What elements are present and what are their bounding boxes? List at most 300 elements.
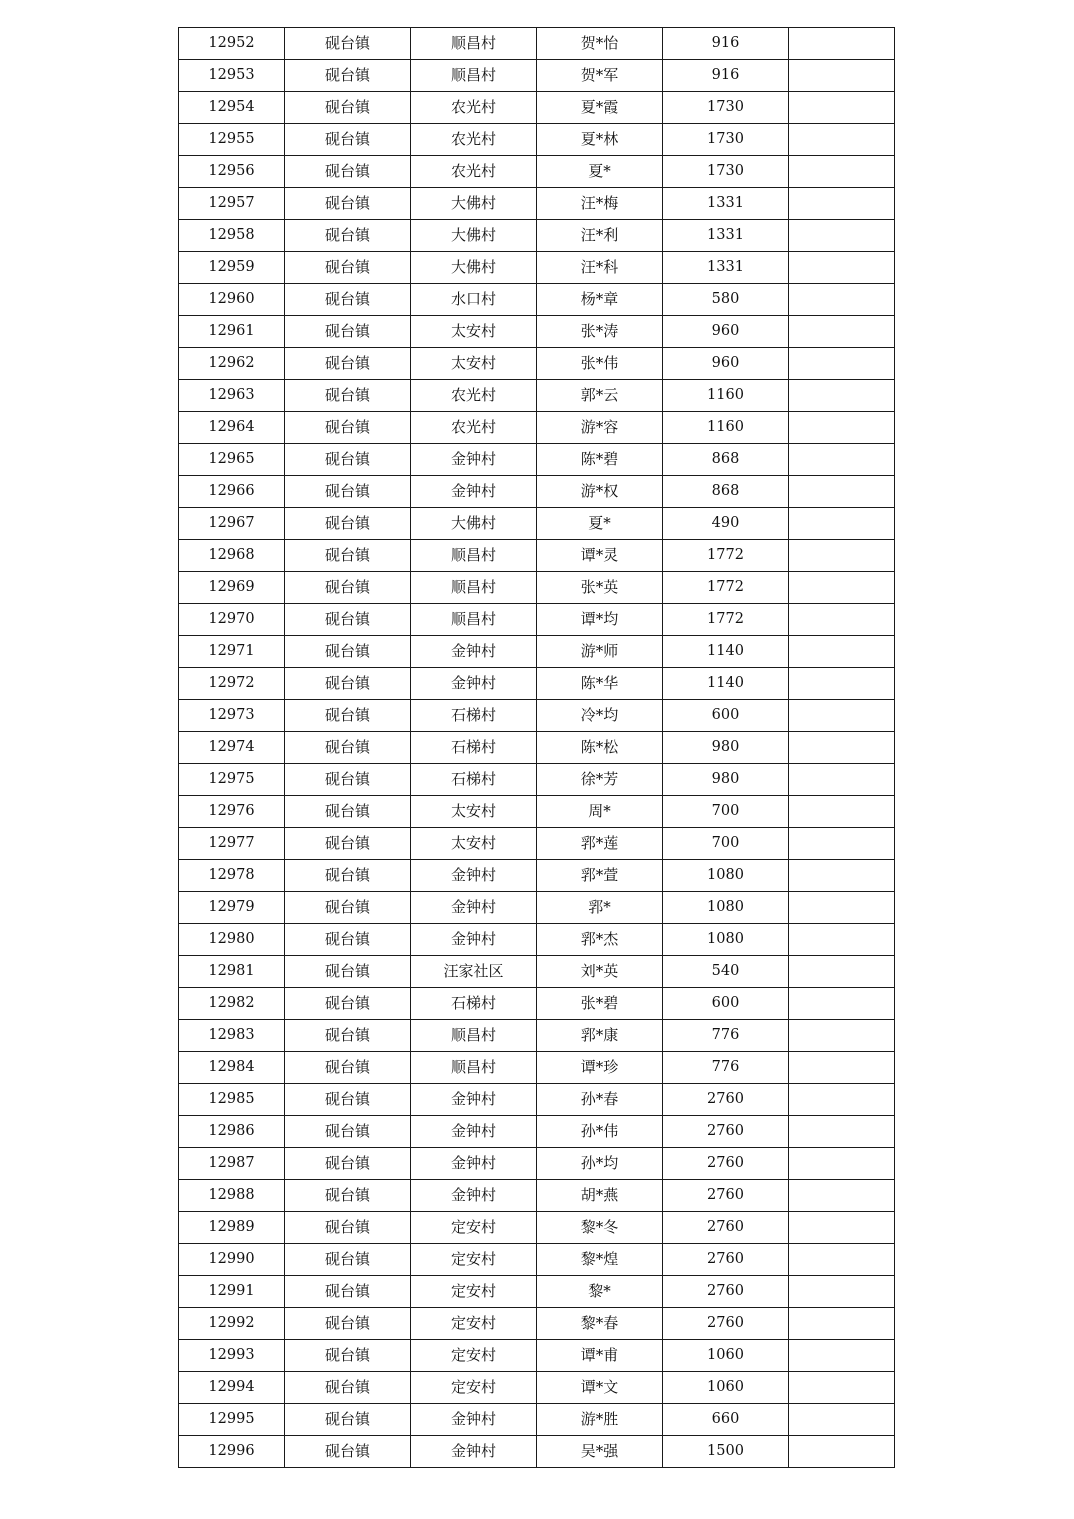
table-row (179, 604, 895, 636)
amount-cell: 2760 (663, 1148, 789, 1180)
town-cell: 砚台镇 (285, 764, 411, 796)
remark-cell (789, 988, 895, 1020)
table-row (179, 124, 895, 156)
amount-cell: 916 (663, 28, 789, 60)
serial-number-cell: 12970 (179, 604, 285, 636)
village-cell: 太安村 (411, 348, 537, 380)
remark-cell (789, 476, 895, 508)
name-cell: 郛*康 (537, 1020, 663, 1052)
amount-cell: 490 (663, 508, 789, 540)
remark-cell (789, 956, 895, 988)
amount-cell: 1080 (663, 924, 789, 956)
name-cell: 郭*云 (537, 380, 663, 412)
town-cell: 砚台镇 (285, 924, 411, 956)
amount-cell: 1080 (663, 892, 789, 924)
town-cell: 砚台镇 (285, 828, 411, 860)
serial-number-cell: 12996 (179, 1436, 285, 1468)
remark-cell (789, 700, 895, 732)
town-cell: 砚台镇 (285, 508, 411, 540)
amount-cell: 916 (663, 60, 789, 92)
table-row (179, 828, 895, 860)
town-cell: 砚台镇 (285, 796, 411, 828)
remark-cell (789, 572, 895, 604)
name-cell: 吴*强 (537, 1436, 663, 1468)
remark-cell (789, 1340, 895, 1372)
amount-cell: 980 (663, 732, 789, 764)
remark-cell (789, 1052, 895, 1084)
serial-number-cell: 12982 (179, 988, 285, 1020)
town-cell: 砚台镇 (285, 1372, 411, 1404)
serial-number-cell: 12994 (179, 1372, 285, 1404)
remark-cell (789, 220, 895, 252)
amount-cell: 1060 (663, 1340, 789, 1372)
name-cell: 夏*林 (537, 124, 663, 156)
village-cell: 定安村 (411, 1372, 537, 1404)
town-cell: 砚台镇 (285, 28, 411, 60)
town-cell: 砚台镇 (285, 92, 411, 124)
remark-cell (789, 540, 895, 572)
name-cell: 黎* (537, 1276, 663, 1308)
table-row (179, 156, 895, 188)
amount-cell: 960 (663, 316, 789, 348)
table-row (179, 348, 895, 380)
table-row (179, 892, 895, 924)
remark-cell (789, 60, 895, 92)
serial-number-cell: 12985 (179, 1084, 285, 1116)
table-row (179, 1212, 895, 1244)
town-cell: 砚台镇 (285, 956, 411, 988)
village-cell: 大佛村 (411, 188, 537, 220)
table-row (179, 1084, 895, 1116)
table-row (179, 316, 895, 348)
table-row (179, 1116, 895, 1148)
remark-cell (789, 348, 895, 380)
town-cell: 砚台镇 (285, 252, 411, 284)
village-cell: 金钟村 (411, 1180, 537, 1212)
village-cell: 金钟村 (411, 636, 537, 668)
table-row (179, 1404, 895, 1436)
remark-cell (789, 732, 895, 764)
town-cell: 砚台镇 (285, 1084, 411, 1116)
village-cell: 金钟村 (411, 1148, 537, 1180)
town-cell: 砚台镇 (285, 444, 411, 476)
town-cell: 砚台镇 (285, 156, 411, 188)
table-row (179, 668, 895, 700)
table-row (179, 1148, 895, 1180)
serial-number-cell: 12977 (179, 828, 285, 860)
table-row (179, 636, 895, 668)
remark-cell (789, 1084, 895, 1116)
remark-cell (789, 92, 895, 124)
name-cell: 刘*英 (537, 956, 663, 988)
name-cell: 游*权 (537, 476, 663, 508)
table-row (179, 860, 895, 892)
amount-cell: 700 (663, 828, 789, 860)
name-cell: 孙*均 (537, 1148, 663, 1180)
town-cell: 砚台镇 (285, 476, 411, 508)
name-cell: 徐*芳 (537, 764, 663, 796)
remark-cell (789, 860, 895, 892)
town-cell: 砚台镇 (285, 1020, 411, 1052)
town-cell: 砚台镇 (285, 1212, 411, 1244)
amount-cell: 2760 (663, 1180, 789, 1212)
village-cell: 石梯村 (411, 700, 537, 732)
name-cell: 游*胜 (537, 1404, 663, 1436)
amount-cell: 2760 (663, 1244, 789, 1276)
village-cell: 顺昌村 (411, 60, 537, 92)
table-row (179, 988, 895, 1020)
town-cell: 砚台镇 (285, 636, 411, 668)
village-cell: 金钟村 (411, 1084, 537, 1116)
serial-number-cell: 12958 (179, 220, 285, 252)
remark-cell (789, 284, 895, 316)
table-row (179, 476, 895, 508)
table-row (179, 188, 895, 220)
amount-cell: 980 (663, 764, 789, 796)
town-cell: 砚台镇 (285, 188, 411, 220)
name-cell: 游*容 (537, 412, 663, 444)
town-cell: 砚台镇 (285, 316, 411, 348)
village-cell: 定安村 (411, 1244, 537, 1276)
village-cell: 金钟村 (411, 860, 537, 892)
serial-number-cell: 12963 (179, 380, 285, 412)
amount-cell: 776 (663, 1052, 789, 1084)
table-row (179, 1372, 895, 1404)
remark-cell (789, 668, 895, 700)
town-cell: 砚台镇 (285, 700, 411, 732)
table-row (179, 924, 895, 956)
name-cell: 郛* (537, 892, 663, 924)
table-row (179, 508, 895, 540)
name-cell: 冷*均 (537, 700, 663, 732)
village-cell: 金钟村 (411, 1116, 537, 1148)
serial-number-cell: 12979 (179, 892, 285, 924)
remark-cell (789, 1436, 895, 1468)
table-row (179, 380, 895, 412)
village-cell: 定安村 (411, 1308, 537, 1340)
village-cell: 定安村 (411, 1340, 537, 1372)
amount-cell: 2760 (663, 1308, 789, 1340)
document-page (178, 27, 894, 1468)
table-row (179, 1308, 895, 1340)
amount-cell: 960 (663, 348, 789, 380)
amount-cell: 540 (663, 956, 789, 988)
name-cell: 张*英 (537, 572, 663, 604)
serial-number-cell: 12962 (179, 348, 285, 380)
amount-cell: 1730 (663, 156, 789, 188)
serial-number-cell: 12991 (179, 1276, 285, 1308)
table-row (179, 1436, 895, 1468)
village-cell: 石梯村 (411, 732, 537, 764)
village-cell: 农光村 (411, 412, 537, 444)
remark-cell (789, 636, 895, 668)
name-cell: 陈*松 (537, 732, 663, 764)
amount-cell: 1060 (663, 1372, 789, 1404)
name-cell: 黎*煌 (537, 1244, 663, 1276)
table-row (179, 1340, 895, 1372)
town-cell: 砚台镇 (285, 860, 411, 892)
amount-cell: 1730 (663, 92, 789, 124)
serial-number-cell: 12959 (179, 252, 285, 284)
serial-number-cell: 12964 (179, 412, 285, 444)
name-cell: 汪*梅 (537, 188, 663, 220)
amount-cell: 1080 (663, 860, 789, 892)
remark-cell (789, 1308, 895, 1340)
amount-cell: 580 (663, 284, 789, 316)
amount-cell: 2760 (663, 1212, 789, 1244)
table-row (179, 796, 895, 828)
remark-cell (789, 1212, 895, 1244)
village-cell: 大佛村 (411, 508, 537, 540)
table-row (179, 700, 895, 732)
amount-cell: 868 (663, 476, 789, 508)
name-cell: 张*伟 (537, 348, 663, 380)
serial-number-cell: 12956 (179, 156, 285, 188)
name-cell: 郛*莲 (537, 828, 663, 860)
serial-number-cell: 12971 (179, 636, 285, 668)
town-cell: 砚台镇 (285, 1116, 411, 1148)
serial-number-cell: 12984 (179, 1052, 285, 1084)
amount-cell: 1500 (663, 1436, 789, 1468)
remark-cell (789, 924, 895, 956)
village-cell: 顺昌村 (411, 572, 537, 604)
town-cell: 砚台镇 (285, 572, 411, 604)
village-cell: 顺昌村 (411, 540, 537, 572)
serial-number-cell: 12968 (179, 540, 285, 572)
serial-number-cell: 12957 (179, 188, 285, 220)
village-cell: 水口村 (411, 284, 537, 316)
serial-number-cell: 12965 (179, 444, 285, 476)
name-cell: 胡*燕 (537, 1180, 663, 1212)
table-row (179, 732, 895, 764)
table-row (179, 572, 895, 604)
remark-cell (789, 1180, 895, 1212)
town-cell: 砚台镇 (285, 124, 411, 156)
remark-cell (789, 1244, 895, 1276)
village-cell: 金钟村 (411, 1404, 537, 1436)
town-cell: 砚台镇 (285, 284, 411, 316)
village-cell: 金钟村 (411, 476, 537, 508)
name-cell: 周* (537, 796, 663, 828)
amount-cell: 2760 (663, 1116, 789, 1148)
village-cell: 太安村 (411, 828, 537, 860)
data-table (178, 27, 895, 1468)
serial-number-cell: 12993 (179, 1340, 285, 1372)
serial-number-cell: 12975 (179, 764, 285, 796)
village-cell: 金钟村 (411, 668, 537, 700)
amount-cell: 2760 (663, 1276, 789, 1308)
name-cell: 杨*章 (537, 284, 663, 316)
remark-cell (789, 1148, 895, 1180)
table-row (179, 220, 895, 252)
serial-number-cell: 12988 (179, 1180, 285, 1212)
amount-cell: 1730 (663, 124, 789, 156)
town-cell: 砚台镇 (285, 1404, 411, 1436)
village-cell: 顺昌村 (411, 1052, 537, 1084)
remark-cell (789, 1276, 895, 1308)
amount-cell: 700 (663, 796, 789, 828)
village-cell: 农光村 (411, 92, 537, 124)
serial-number-cell: 12961 (179, 316, 285, 348)
name-cell: 谭*甫 (537, 1340, 663, 1372)
remark-cell (789, 828, 895, 860)
town-cell: 砚台镇 (285, 1244, 411, 1276)
amount-cell: 1160 (663, 412, 789, 444)
remark-cell (789, 892, 895, 924)
name-cell: 孙*春 (537, 1084, 663, 1116)
name-cell: 贺*怡 (537, 28, 663, 60)
table-row (179, 1180, 895, 1212)
amount-cell: 1140 (663, 668, 789, 700)
town-cell: 砚台镇 (285, 1180, 411, 1212)
table-row (179, 764, 895, 796)
serial-number-cell: 12967 (179, 508, 285, 540)
table-row (179, 60, 895, 92)
remark-cell (789, 604, 895, 636)
remark-cell (789, 412, 895, 444)
amount-cell: 1331 (663, 188, 789, 220)
town-cell: 砚台镇 (285, 220, 411, 252)
village-cell: 石梯村 (411, 764, 537, 796)
name-cell: 夏*霞 (537, 92, 663, 124)
village-cell: 金钟村 (411, 924, 537, 956)
town-cell: 砚台镇 (285, 348, 411, 380)
remark-cell (789, 1372, 895, 1404)
amount-cell: 776 (663, 1020, 789, 1052)
village-cell: 农光村 (411, 380, 537, 412)
town-cell: 砚台镇 (285, 732, 411, 764)
town-cell: 砚台镇 (285, 540, 411, 572)
village-cell: 大佛村 (411, 252, 537, 284)
table-row (179, 1052, 895, 1084)
amount-cell: 1772 (663, 572, 789, 604)
table-row (179, 956, 895, 988)
town-cell: 砚台镇 (285, 1052, 411, 1084)
serial-number-cell: 12960 (179, 284, 285, 316)
village-cell: 金钟村 (411, 1436, 537, 1468)
village-cell: 石梯村 (411, 988, 537, 1020)
amount-cell: 2760 (663, 1084, 789, 1116)
serial-number-cell: 12955 (179, 124, 285, 156)
name-cell: 张*碧 (537, 988, 663, 1020)
serial-number-cell: 12990 (179, 1244, 285, 1276)
serial-number-cell: 12992 (179, 1308, 285, 1340)
remark-cell (789, 316, 895, 348)
name-cell: 汪*科 (537, 252, 663, 284)
table-row (179, 540, 895, 572)
serial-number-cell: 12966 (179, 476, 285, 508)
village-cell: 定安村 (411, 1212, 537, 1244)
town-cell: 砚台镇 (285, 380, 411, 412)
town-cell: 砚台镇 (285, 1148, 411, 1180)
serial-number-cell: 12976 (179, 796, 285, 828)
amount-cell: 1772 (663, 540, 789, 572)
remark-cell (789, 1404, 895, 1436)
table-row (179, 1244, 895, 1276)
remark-cell (789, 380, 895, 412)
table-row (179, 1020, 895, 1052)
serial-number-cell: 12978 (179, 860, 285, 892)
village-cell: 金钟村 (411, 444, 537, 476)
village-cell: 农光村 (411, 124, 537, 156)
town-cell: 砚台镇 (285, 1340, 411, 1372)
amount-cell: 1331 (663, 252, 789, 284)
remark-cell (789, 764, 895, 796)
serial-number-cell: 12952 (179, 28, 285, 60)
table-row (179, 444, 895, 476)
remark-cell (789, 156, 895, 188)
amount-cell: 600 (663, 700, 789, 732)
remark-cell (789, 188, 895, 220)
serial-number-cell: 12995 (179, 1404, 285, 1436)
town-cell: 砚台镇 (285, 60, 411, 92)
serial-number-cell: 12989 (179, 1212, 285, 1244)
village-cell: 太安村 (411, 316, 537, 348)
village-cell: 顺昌村 (411, 28, 537, 60)
remark-cell (789, 1116, 895, 1148)
name-cell: 夏* (537, 508, 663, 540)
remark-cell (789, 124, 895, 156)
table-row (179, 284, 895, 316)
name-cell: 郛*杰 (537, 924, 663, 956)
town-cell: 砚台镇 (285, 988, 411, 1020)
remark-cell (789, 796, 895, 828)
village-cell: 太安村 (411, 796, 537, 828)
serial-number-cell: 12981 (179, 956, 285, 988)
name-cell: 张*涛 (537, 316, 663, 348)
serial-number-cell: 12953 (179, 60, 285, 92)
name-cell: 谭*灵 (537, 540, 663, 572)
name-cell: 谭*均 (537, 604, 663, 636)
town-cell: 砚台镇 (285, 1276, 411, 1308)
town-cell: 砚台镇 (285, 1436, 411, 1468)
serial-number-cell: 12972 (179, 668, 285, 700)
serial-number-cell: 12973 (179, 700, 285, 732)
amount-cell: 1140 (663, 636, 789, 668)
amount-cell: 1331 (663, 220, 789, 252)
name-cell: 夏* (537, 156, 663, 188)
table-row (179, 412, 895, 444)
name-cell: 陈*华 (537, 668, 663, 700)
amount-cell: 1160 (663, 380, 789, 412)
serial-number-cell: 12980 (179, 924, 285, 956)
amount-cell: 1772 (663, 604, 789, 636)
village-cell: 金钟村 (411, 892, 537, 924)
remark-cell (789, 444, 895, 476)
amount-cell: 660 (663, 1404, 789, 1436)
name-cell: 汪*利 (537, 220, 663, 252)
village-cell: 农光村 (411, 156, 537, 188)
serial-number-cell: 12986 (179, 1116, 285, 1148)
table-row (179, 252, 895, 284)
village-cell: 顺昌村 (411, 604, 537, 636)
remark-cell (789, 28, 895, 60)
remark-cell (789, 508, 895, 540)
serial-number-cell: 12983 (179, 1020, 285, 1052)
village-cell: 汪家社区 (411, 956, 537, 988)
table-row (179, 28, 895, 60)
town-cell: 砚台镇 (285, 892, 411, 924)
amount-cell: 600 (663, 988, 789, 1020)
remark-cell (789, 1020, 895, 1052)
town-cell: 砚台镇 (285, 1308, 411, 1340)
name-cell: 游*师 (537, 636, 663, 668)
serial-number-cell: 12954 (179, 92, 285, 124)
serial-number-cell: 12974 (179, 732, 285, 764)
serial-number-cell: 12969 (179, 572, 285, 604)
table-row (179, 1276, 895, 1308)
name-cell: 谭*珍 (537, 1052, 663, 1084)
